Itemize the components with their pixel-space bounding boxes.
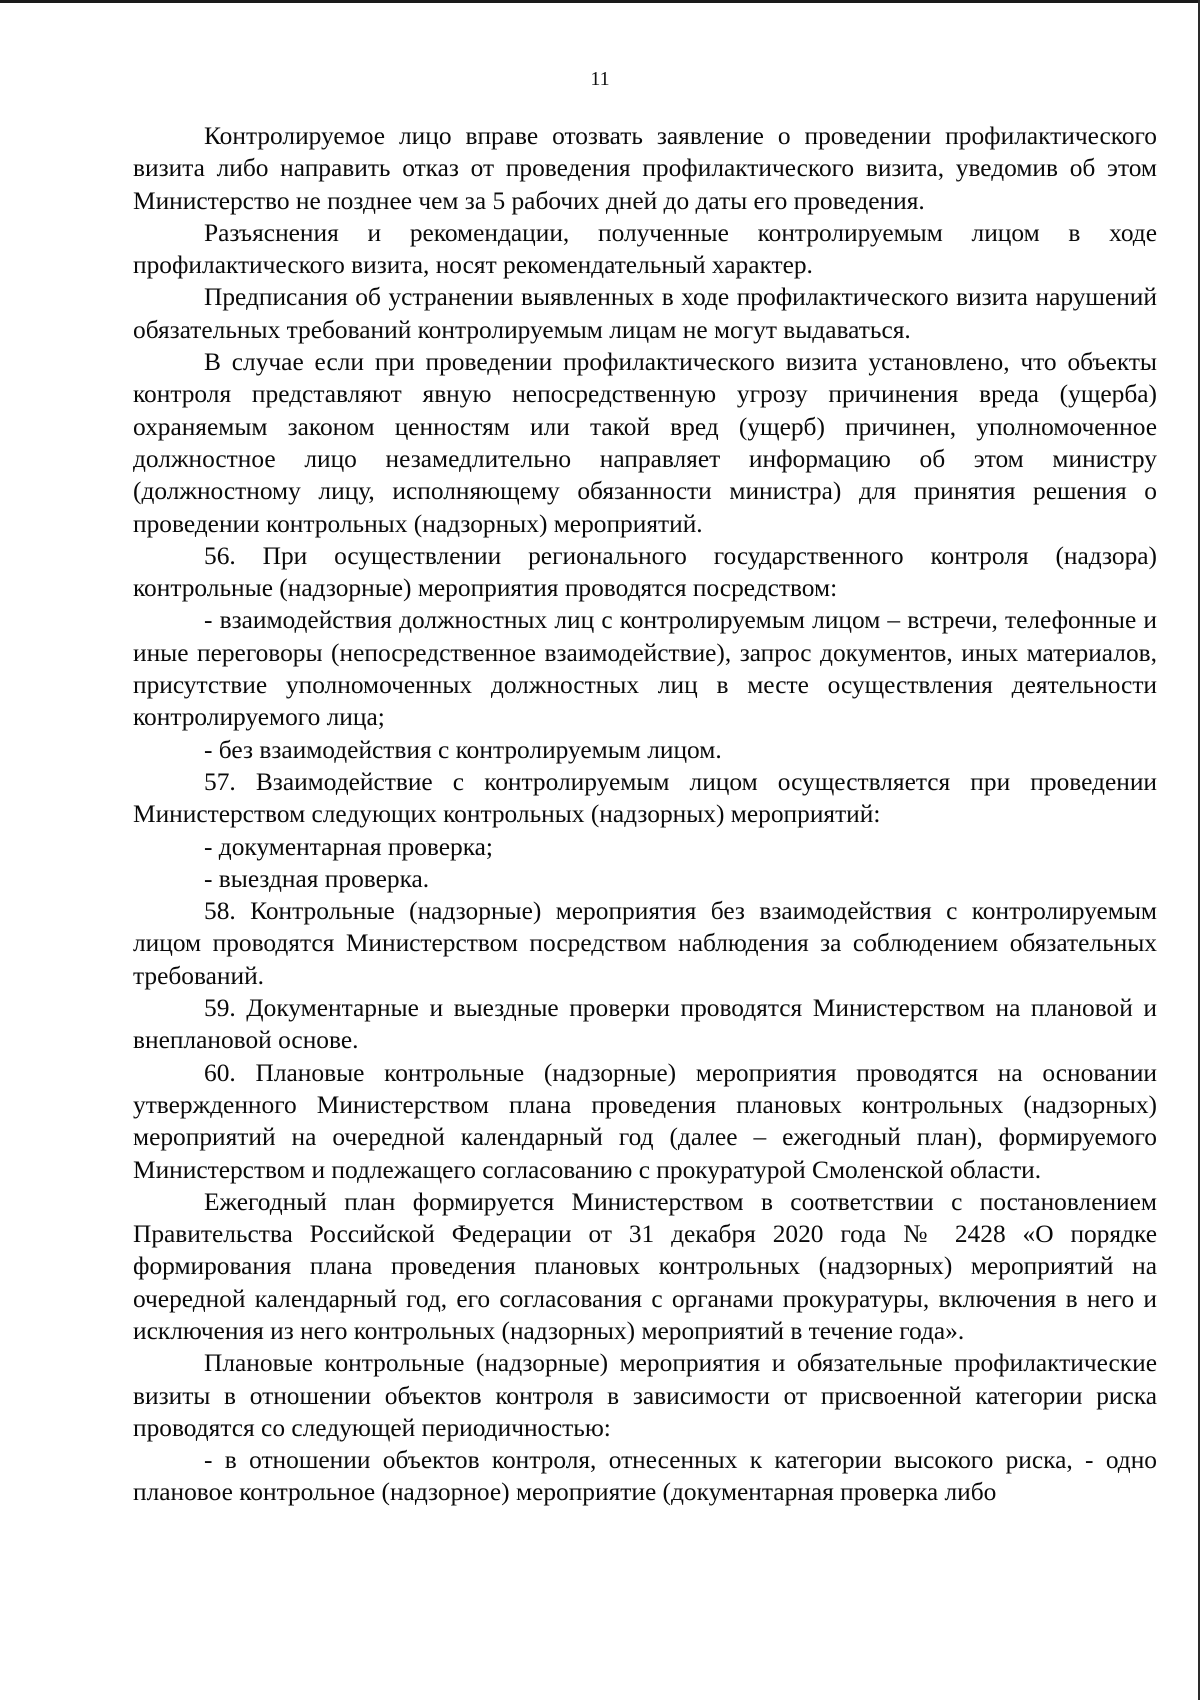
scan-edge-top bbox=[0, 0, 1200, 3]
paragraph-item-58: 58. Контрольные (надзорные) мероприятия без взаимодействия с контролируемым лицом проводятся Министерством посредством наблюдения за соблюдением обязательных требований. bbox=[133, 897, 1157, 990]
document-body bbox=[133, 120, 1157, 1509]
list-item: - взаимодействия должностных лиц с контролируемым лицом – встречи, телефонные и иные переговоры (непосредственное взаимодействие), запрос документов, иных материалов, присутствие уполномоченных должностных лиц в месте осуществления деятельности контролируемого лица; bbox=[133, 606, 1157, 732]
paragraph-item-59: 59. Документарные и выездные проверки проводятся Министерством на плановой и внеплановой основе. bbox=[133, 994, 1157, 1055]
paragraph: В случае если при проведении профилактического визита установлено, что объекты контроля представляют явную непосредственную угрозу причинения вреда (ущерба) охраняемым законом ценностям или такой вред (ущерб) причинен, уполномоченное должностное лицо незамедлительно направляет информацию об этом министру (должностному лицу, исполняющему обязанности министра) для принятия решения о проведении контрольных (надзорных) мероприятий. bbox=[133, 348, 1157, 538]
paragraph-item-56: 56. При осуществлении регионального государственного контроля (надзора) контрольные (надзорные) мероприятия проводятся посредством: bbox=[133, 541, 1157, 603]
paragraph: Разъяснения и рекомендации, полученные контролируемым лицом в ходе профилактического визита, носят рекомендательный характер. bbox=[133, 218, 1157, 280]
list-item: - без взаимодействия с контролируемым лицом. bbox=[204, 735, 722, 764]
paragraph: Ежегодный план формируется Министерством в соответствии с постановлением Правительства Российской Федерации от 31 декабря 2020 года № 2428 «О порядке формирования плана проведения плановых контрольных (надзорных) мероприятий на очередной календарный год, его согласования с органами прокуратуры, включения в него и исключения из него контрольных (надзорных) мероприятий в течение года». bbox=[133, 1187, 1157, 1345]
paragraph: Контролируемое лицо вправе отозвать заявление о проведении профилактического визита либо направить отказ от проведения профилактического визита, уведомив об этом Министерство не позднее чем за 5 рабочих дней до даты его проведения. bbox=[133, 122, 1157, 215]
paragraph-item-57: 57. Взаимодействие с контролируемым лицом осуществляется при проведении Министерством следующих контрольных (надзорных) мероприятий: bbox=[133, 767, 1157, 829]
page-number: 11 bbox=[590, 68, 610, 90]
paragraph: Плановые контрольные (надзорные) мероприятия и обязательные профилактические визиты в отношении объектов контроля в зависимости от присвоенной категории риска проводятся со следующей периодичностью: bbox=[133, 1349, 1157, 1442]
list-item: - документарная проверка; bbox=[204, 832, 493, 861]
paragraph: Предписания об устранении выявленных в ходе профилактического визита нарушений обязательных требований контролируемым лицам не могут выдаваться. bbox=[133, 283, 1157, 344]
list-item: - выездная проверка. bbox=[204, 864, 430, 893]
list-item: - в отношении объектов контроля, отнесенных к категории высокого риска, - одно плановое контрольное (надзорное) мероприятие (документарная проверка либо bbox=[133, 1446, 1157, 1507]
paragraph-item-60: 60. Плановые контрольные (надзорные) мероприятия проводятся на основании утвержденного Министерством плана проведения плановых контрольных (надзорных) мероприятий на очередной календарный год (далее – ежегодный план), формируемого Министерством и подлежащего согласованию с прокуратурой Смоленской области. bbox=[133, 1058, 1157, 1184]
